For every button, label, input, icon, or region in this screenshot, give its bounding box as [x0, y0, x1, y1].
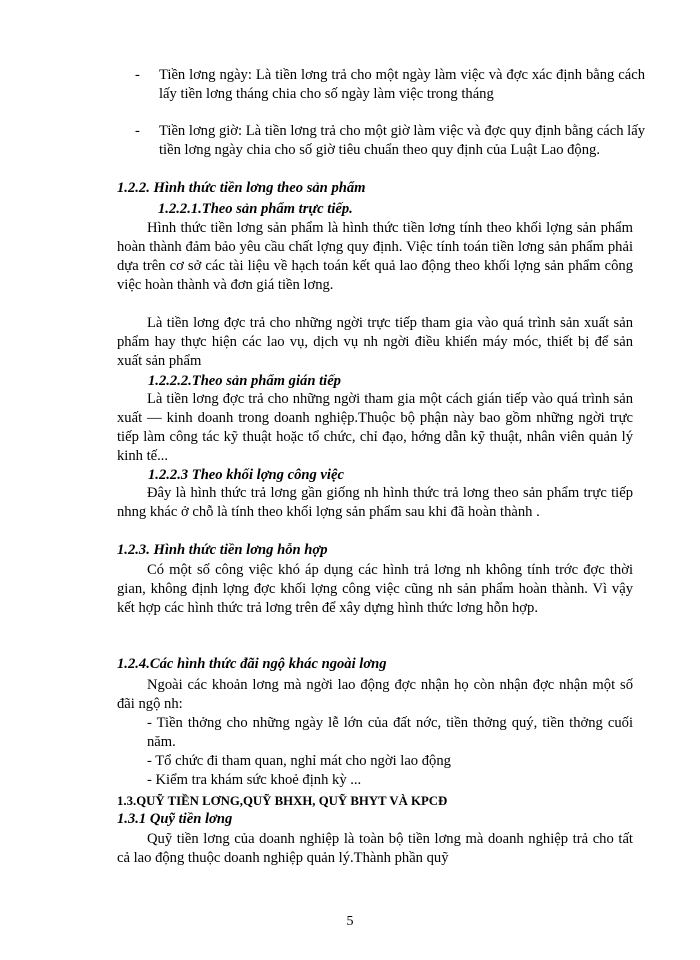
benefit-item-tour: - Tổ chức đi tham quan, nghỉ mát cho ngời lao động [147, 753, 451, 769]
section-heading-1-3: 1.3.QUỸ TIỀN LƠNG,QUỸ BHXH, QUỸ BHYT VÀ KPCĐ [117, 794, 448, 808]
bullet-text: Tiền lơng giờ: Là tiền lơng trả cho một giờ làm việc và đợc quy định bằng cách lấy tiền lơng ngày chia cho số giờ tiêu chuẩn theo quy định của Luật Lao động. [159, 123, 645, 158]
section-heading-1-2-3: 1.2.3. Hình thức tiền lơng hỗn hợp [117, 542, 328, 558]
bullet-daily-wage [135, 66, 645, 104]
paragraph-indirect-product: Là tiền lơng đợc trả cho những ngời tham gia một cách gián tiếp vào quá trình sản xuất — kinh doanh trong doanh nghiệp.Thuộc bộ phận này bao gồm những ngời trực tiếp làm công tác kỹ thuật hoặc tổ chức, chỉ đạo, hớng dẫn kỹ thuật, nhân viên quản lý kinh tế... [117, 391, 633, 464]
subheading-1-2-2-1: 1.2.2.1.Theo sản phẩm trực tiếp. [158, 201, 353, 217]
benefit-item-health-check: - Kiểm tra khám sức khoẻ định kỳ ... [147, 772, 362, 788]
paragraph-wage-fund: Quỹ tiền lơng của doanh nghiệp là toàn bộ tiền lơng mà doanh nghiệp trả cho tất cả lao động thuộc doanh nghiệp quản lý.Thành phần quỹ [117, 831, 633, 866]
subheading-1-2-2-3: 1.2.2.3 Theo khối lợng công việc [148, 467, 344, 483]
section-heading-1-2-4: 1.2.4.Các hình thức đãi ngộ khác ngoài lơng [117, 656, 387, 672]
paragraph-other-benefits: Ngoài các khoản lơng mà ngời lao động đợc nhận họ còn nhận đợc nhận một số đãi ngộ nh: [117, 677, 633, 712]
bullet-text: Tiền lơng ngày: Là tiền lơng trả cho một ngày làm việc và đợc xác định bằng cách lấy tiền lơng tháng chia cho số ngày làm việc trong tháng [159, 67, 645, 102]
page-number: 5 [346, 914, 354, 929]
benefit-item-bonus: - Tiền thởng cho những ngày lễ lớn của đất nớc, tiền thởng quý, tiền thởng cuối năm. [147, 715, 633, 750]
section-heading-1-2-2: 1.2.2. Hình thức tiền lơng theo sản phẩm [117, 180, 366, 196]
bullet-hourly-wage [135, 122, 645, 160]
subheading-1-2-2-2: 1.2.2.2.Theo sản phẩm gián tiếp [148, 373, 341, 389]
paragraph-work-volume: Đây là hình thức trả lơng gần giống nh hình thức trả lơng theo sản phẩm trực tiếp nhng khác ở chỗ là tính theo khối lợng sản phẩm sau khi đã hoàn thành . [117, 485, 633, 520]
paragraph-direct-workers: Là tiền lơng đợc trả cho những ngời trực tiếp tham gia vào quá trình sản xuất sản phẩm hay thực hiện các lao vụ, dịch vụ nh ngời điều khiển máy móc, thiết bị để sản xuất sản phẩm [117, 315, 633, 369]
paragraph-mixed-wage: Có một số công việc khó áp dụng các hình trả lơng nh không tính trớc đợc thời gian, không định lợng đợc khối lợng công việc cũng nh sản phẩm hoàn thành. Vì vậy kết hợp các hình thức trả lơng trên để xây dựng hình thức lơng hỗn hợp. [117, 562, 633, 616]
subheading-1-3-1: 1.3.1 Quỹ tiền lơng [117, 811, 233, 827]
bullet-dash: - [135, 67, 140, 83]
paragraph-direct-product: Hình thức tiền lơng sản phẩm là hình thức tiền lơng tính theo khối lợng sản phẩm hoàn thành đảm bảo yêu cầu chất lợng quy định. Việc tính toán tiền lơng sản phẩm phải dựa trên cơ sở các tài liệu về hạch toán kết quả lao động theo khối lợng sản phẩm công việc hoàn thành và đơn giá tiền lơng. [117, 220, 633, 293]
bullet-dash: - [135, 123, 140, 139]
